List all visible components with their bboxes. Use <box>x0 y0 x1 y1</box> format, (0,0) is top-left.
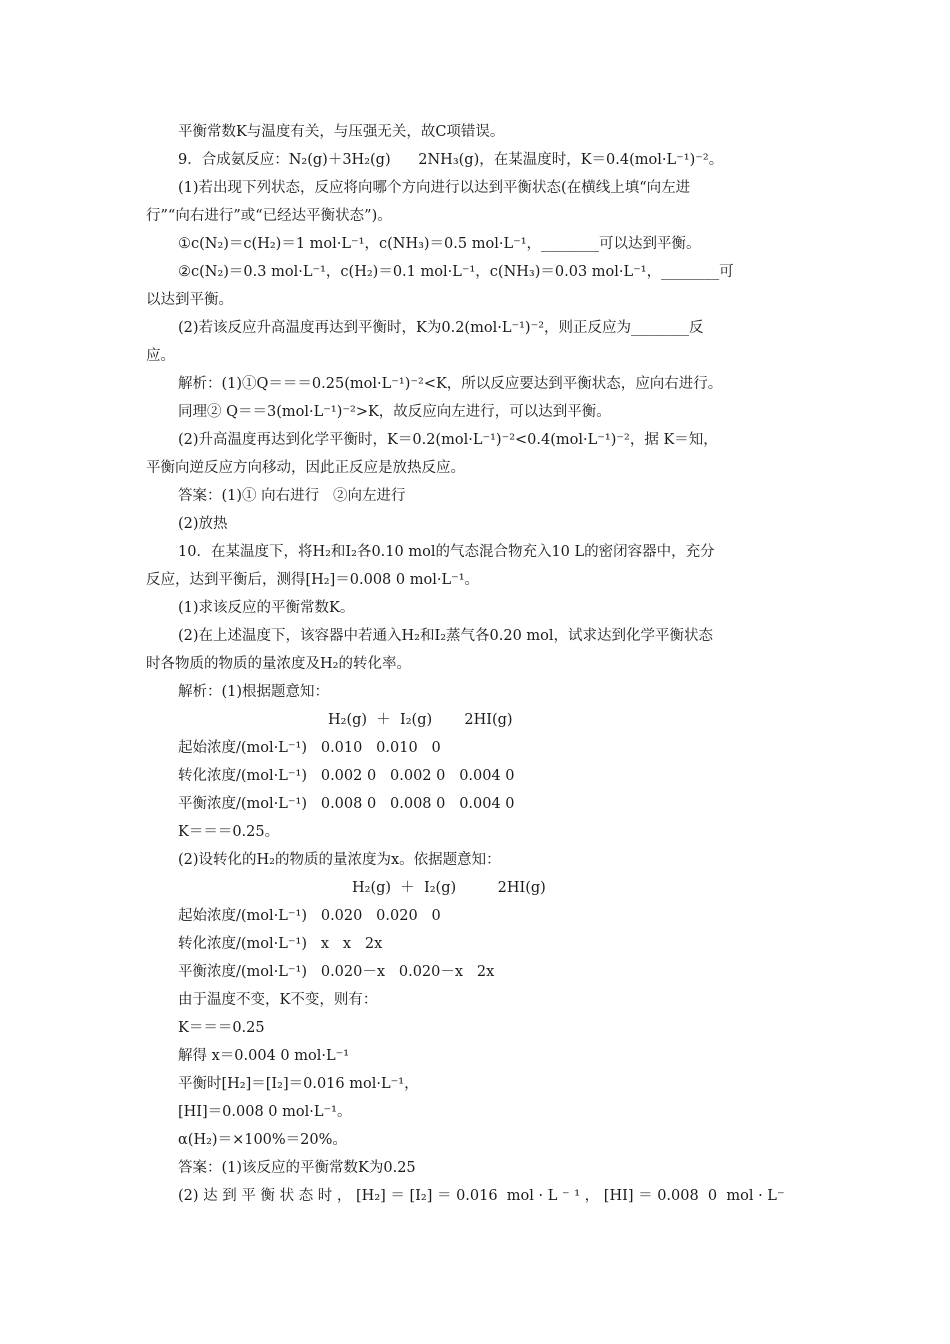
question-9-case2: ②c(N₂)＝0.3 mol·L⁻¹，c(H₂)＝0.1 mol·L⁻¹，c(NH₃)＝0.03 mol·L⁻¹，________可 <box>178 264 734 280</box>
analysis-line: (2)升高温度再达到化学平衡时，K＝0.2(mol·L⁻¹)⁻²<0.4(mol·L⁻¹)⁻²，据 K＝知， <box>178 432 718 448</box>
table-row: 平衡浓度/(mol·L⁻¹) 0.008 0 0.008 0 0.004 0 <box>178 796 515 812</box>
answer-line: (2) 达 到 平 衡 状 态 时 ， [H₂] ＝ [I₂] ＝ 0.016 mol · L ⁻ ¹ ， [HI] ＝ 0.008 0 mol · L⁻ <box>178 1188 785 1204</box>
analysis-line: 解析：(1)①Q＝＝＝0.25(mol·L⁻¹)⁻²<K，所以反应要达到平衡状态，应向右进行。 <box>178 376 723 392</box>
answer-line: 答案：(1)该反应的平衡常数K为0.25 <box>178 1160 416 1176</box>
question-9-part2: (2)若该反应升高温度再达到平衡时，K为0.2(mol·L⁻¹)⁻²，则正反应为________反 <box>178 320 704 336</box>
table-row: 起始浓度/(mol·L⁻¹) 0.020 0.020 0 <box>178 908 441 924</box>
reaction-equation: H₂(g) ＋ I₂(g) 2HI(g) <box>352 880 546 896</box>
question-9-case1: ①c(N₂)＝c(H₂)＝1 mol·L⁻¹，c(NH₃)＝0.5 mol·L⁻¹，________可以达到平衡。 <box>178 236 701 252</box>
analysis-line: 平衡向逆反应方向移动，因此正反应是放热反应。 <box>146 460 465 476</box>
table-row: 平衡浓度/(mol·L⁻¹) 0.020－x 0.020－x 2x <box>178 964 495 980</box>
analysis-line: α(H₂)＝×100%＝20%。 <box>178 1132 347 1148</box>
analysis-line: 解得 x＝0.004 0 mol·L⁻¹ <box>178 1048 350 1064</box>
answer-line: 答案：(1)① 向右进行 ②向左进行 <box>178 488 406 504</box>
analysis-line: K＝＝＝0.25 <box>178 1020 265 1036</box>
table-row: 转化浓度/(mol·L⁻¹) 0.002 0 0.002 0 0.004 0 <box>178 768 515 784</box>
question-9-part1: (1)若出现下列状态，反应将向哪个方向进行以达到平衡状态(在横线上填“向左进 <box>178 180 691 196</box>
text-line: 反应，达到平衡后，测得[H₂]＝0.008 0 mol·L⁻¹。 <box>146 572 480 588</box>
analysis-line: 平衡时[H₂]＝[I₂]＝0.016 mol·L⁻¹， <box>178 1076 419 1092</box>
table-row: 起始浓度/(mol·L⁻¹) 0.010 0.010 0 <box>178 740 441 756</box>
text-line: 行”“向右进行”或“已经达平衡状态”)。 <box>146 208 392 224</box>
question-10-part2: (2)在上述温度下，该容器中若通入H₂和I₂蒸气各0.20 mol，试求达到化学平衡状态 <box>178 628 714 644</box>
reaction-equation: H₂(g) ＋ I₂(g) 2HI(g) <box>328 712 513 728</box>
text-line: 应。 <box>146 348 175 364</box>
text-line: 时各物质的物质的量浓度及H₂的转化率。 <box>146 656 411 672</box>
text-line: 平衡常数K与温度有关，与压强无关，故C项错误。 <box>178 124 505 140</box>
analysis-line: 同理② Q＝＝3(mol·L⁻¹)⁻²>K，故反应向左进行，可以达到平衡。 <box>178 404 611 420</box>
analysis-line: K＝＝＝0.25。 <box>178 824 280 840</box>
question-9-stem: 9．合成氨反应：N₂(g)＋3H₂(g) 2NH₃(g)，在某温度时，K＝0.4(mol·L⁻¹)⁻²。 <box>178 152 724 168</box>
question-10-stem: 10．在某温度下，将H₂和I₂各0.10 mol的气态混合物充入10 L的密闭容器中，充分 <box>178 544 715 560</box>
analysis-line: 解析：(1)根据题意知： <box>178 684 330 700</box>
text-line: 以达到平衡。 <box>146 292 233 308</box>
table-row: 转化浓度/(mol·L⁻¹) x x 2x <box>178 936 383 952</box>
analysis-line: [HI]＝0.008 0 mol·L⁻¹。 <box>178 1104 352 1120</box>
analysis-line: 由于温度不变，K不变，则有： <box>178 992 378 1008</box>
answer-line: (2)放热 <box>178 516 228 532</box>
question-10-part1: (1)求该反应的平衡常数K。 <box>178 600 355 616</box>
analysis-line: (2)设转化的H₂的物质的量浓度为x。依据题意知： <box>178 852 501 868</box>
